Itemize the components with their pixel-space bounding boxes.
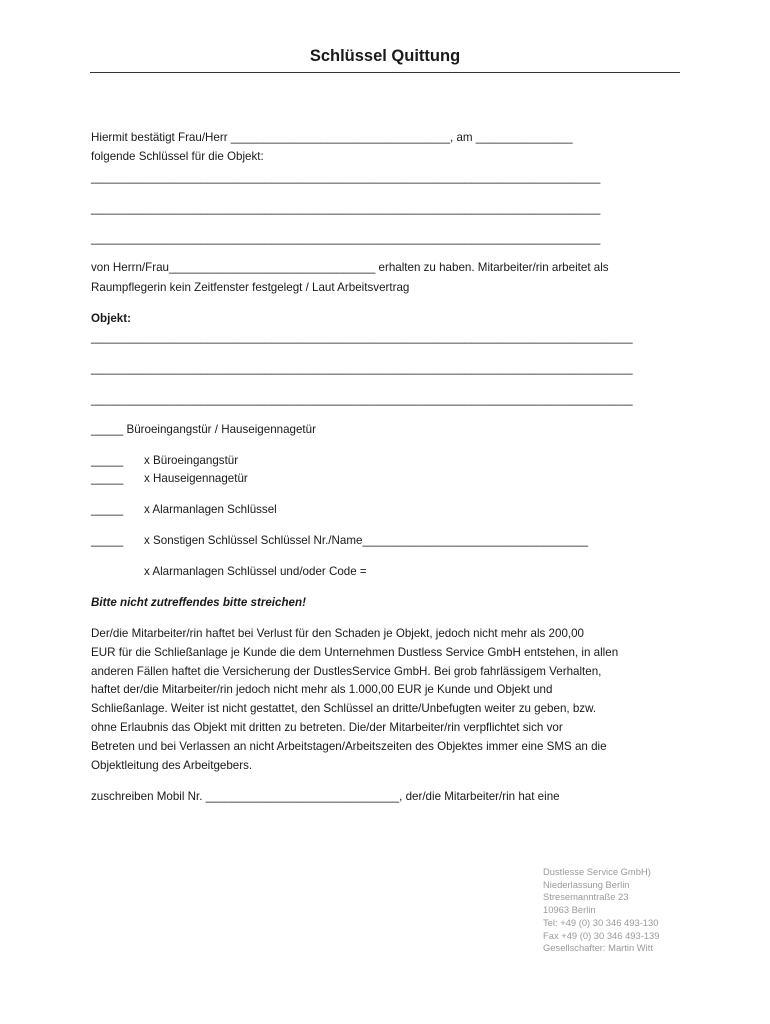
footer-branch: Niederlassung Berlin xyxy=(543,878,630,890)
liability-line: Betreten und bei Verlassen an nicht Arbeitstagen/Arbeitszeiten des Objektes immer eine SMS an die xyxy=(91,740,607,753)
footer-company: Dustlesse Service GmbH) xyxy=(543,866,651,877)
receipt-line-2: Raumpflegerin kein Zeitfenster festgelegt / Laut Arbeitsvertrag xyxy=(91,281,410,294)
blank-line: _______________________________________________________________________________ xyxy=(91,232,601,245)
footer-street: Stresemanntraße 23 xyxy=(543,891,629,903)
liability-line: Der/die Mitarbeiter/rin haftet bei Verlust für den Schaden je Objekt, jedoch nicht mehr als 200,00 xyxy=(91,627,585,640)
key-entry-alarm: x Alarmanlagen Schlüssel xyxy=(144,503,277,516)
blank-line: _______________________________________________________________________________ xyxy=(91,171,601,184)
key-entry-office-door: x Büroeingangstür xyxy=(144,454,239,467)
liability-line: haftet der/die Mitarbeiter/rin jedoch nicht mehr als 1.000,00 EUR je Kunde und Objekt und xyxy=(91,683,553,696)
liability-line: EUR für die Schließanlage je Kunde die dem Unternehmen Dustless Service GmbH entstehen, in allen xyxy=(91,646,619,659)
key-blank: _____ xyxy=(91,472,124,485)
liability-line: Schließanlage. Weiter ist nicht gestattet, den Schlüssel an dritte/Unbefugten weiter zu geben, bzw. xyxy=(91,702,597,715)
key-entry-other: x Sonstigen Schlüssel Schlüssel Nr./Name___________________________________ xyxy=(144,534,589,547)
intro-line-2: folgende Schlüssel für die Objekt: xyxy=(91,150,264,163)
blank-line: ____________________________________________________________________________________ xyxy=(91,393,633,406)
blank-line: _______________________________________________________________________________ xyxy=(91,202,601,215)
blank-line: ____________________________________________________________________________________ xyxy=(91,331,633,344)
mobile-number-line: zuschreiben Mobil Nr. ______________________________, der/die Mitarbeiter/rin hat eine xyxy=(91,790,560,803)
object-label: Objekt: xyxy=(91,312,131,325)
liability-line: Objektleitung des Arbeitgebers. xyxy=(91,759,253,772)
blank-line: ____________________________________________________________________________________ xyxy=(91,362,633,375)
liability-line: anderen Fällen haftet die Versicherung der DustlesService GmbH. Bei grob fahrlässigem Verhalten, xyxy=(91,665,602,678)
footer-phone: Tel: +49 (0) 30 346 493-130 xyxy=(543,916,659,928)
title-divider xyxy=(90,72,680,73)
key-blank: _____ xyxy=(91,503,124,516)
key-blank: _____ xyxy=(91,454,124,467)
key-entry-main-door: _____ Büroeingangstür / Hauseigennagetür xyxy=(91,423,316,436)
intro-line-1: Hiermit bestätigt Frau/Herr __________________________________, am _______________ xyxy=(91,131,573,144)
company-footer xyxy=(543,866,660,955)
footer-fax: Fax +49 (0) 30 346 493-139 xyxy=(543,929,660,941)
document-title: Schlüssel Quittung xyxy=(309,47,461,65)
strike-note: Bitte nicht zutreffendes bitte streichen! xyxy=(91,596,306,609)
key-entry-house-door: x Hauseigennagetür xyxy=(144,472,248,485)
footer-city: 10963 Berlin xyxy=(543,904,596,916)
key-blank: _____ xyxy=(91,534,124,547)
liability-line: ohne Erlaubnis das Objekt mit dritten zu betreten. Die/der Mitarbeiter/rin verpflichtet sich vor xyxy=(91,721,563,734)
key-entry-alarm-code: x Alarmanlagen Schlüssel und/oder Code = xyxy=(144,565,367,578)
receipt-line-1: von Herrn/Frau________________________________ erhalten zu haben. Mitarbeiter/rin arbeitet als xyxy=(91,261,609,274)
footer-owner: Gesellschafter: Martin Witt xyxy=(543,942,653,954)
